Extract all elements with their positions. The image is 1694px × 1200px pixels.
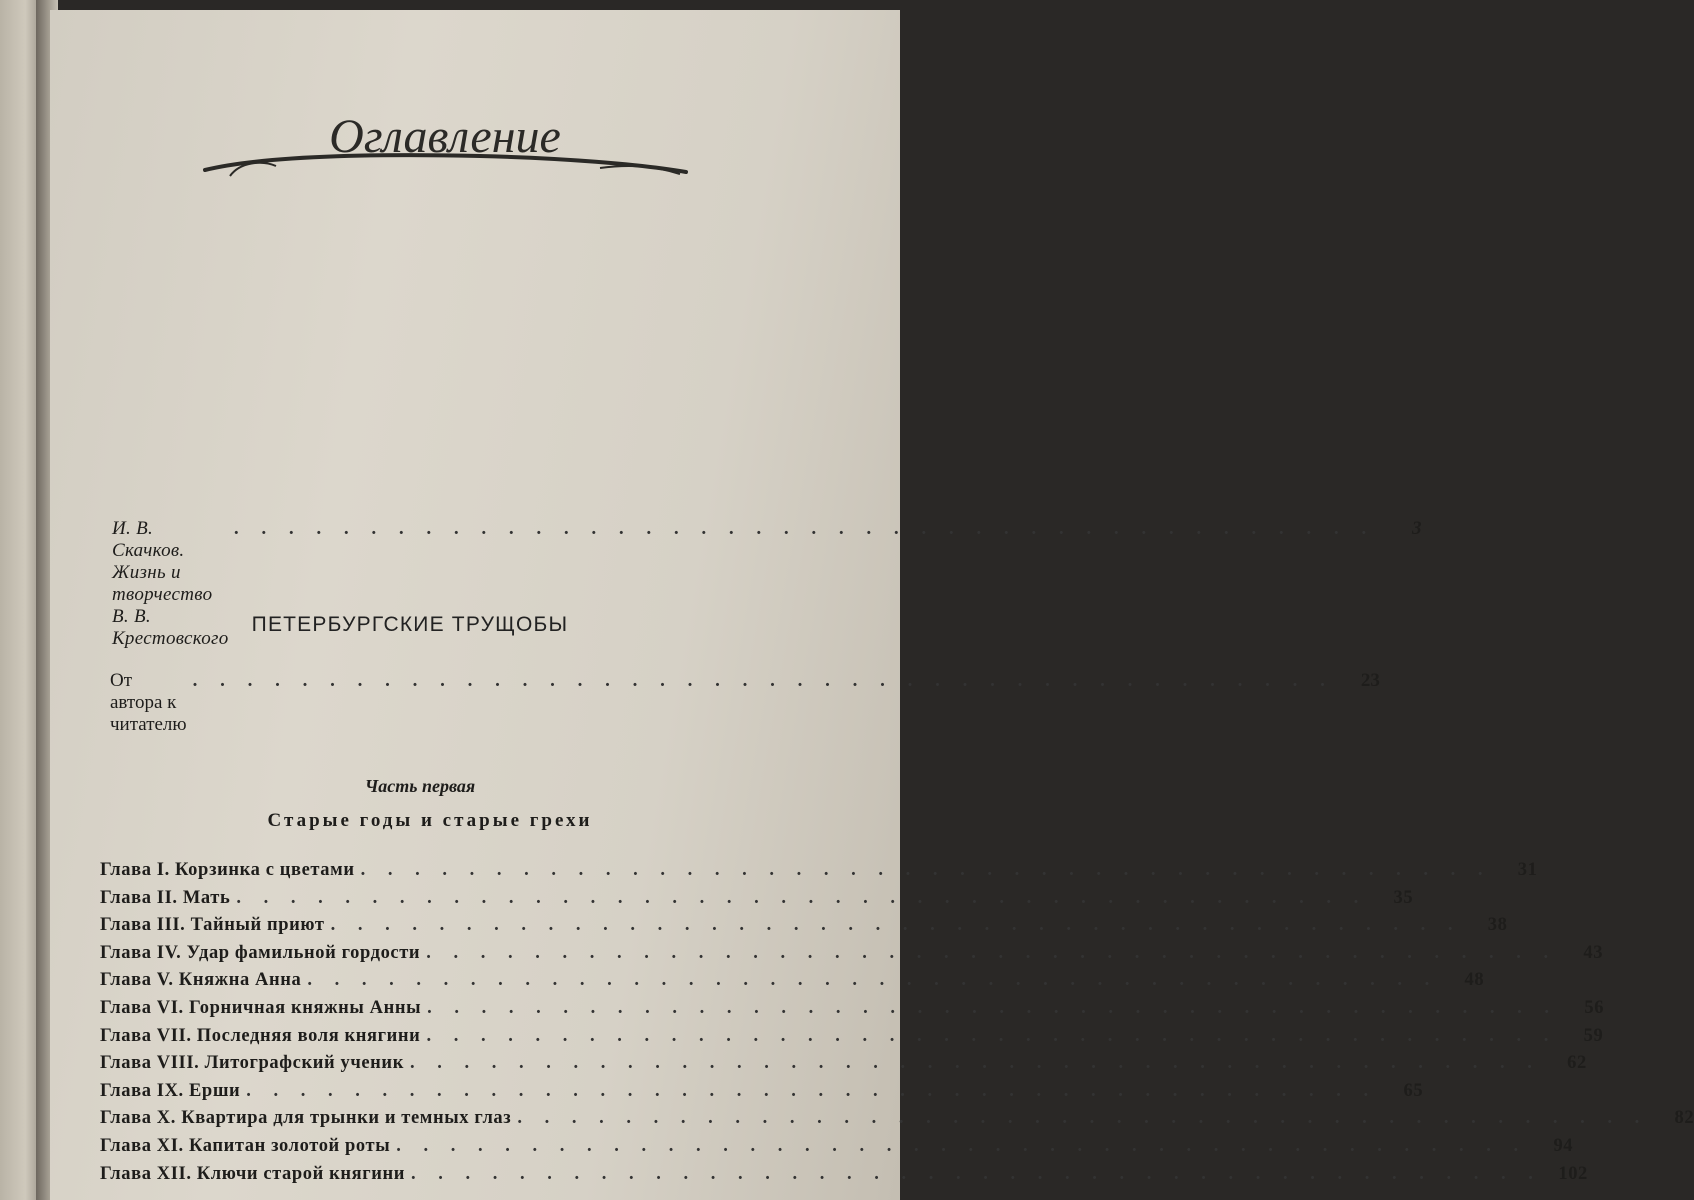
- toc-entry-label: Глава V. Княжна Анна: [100, 970, 302, 991]
- toc-entry-chapter: [100, 1108, 1694, 1136]
- toc-entry-page: 62: [1567, 1053, 1587, 1074]
- toc-entry-label: Глава XII. Ключи старой княгини: [100, 1163, 406, 1184]
- toc-entry-preface: [110, 670, 1380, 736]
- toc-entry-page: 94: [1553, 1135, 1574, 1156]
- toc-entry-label: Глава VII. Последняя воля княгини: [100, 1025, 421, 1046]
- dot-leader: . . . . . . . . . . . . . . . . . . . . . . . . . . . . . . . . . . . . . . . . . .: [236, 887, 1368, 908]
- dot-leader: . . . . . . . . . . . . . . . . . . . . . . . . . . . . . . . . . . . . . . . . . .: [409, 1053, 1541, 1074]
- toc-entry-label: Глава XI. Капитан золотой роты: [100, 1135, 391, 1156]
- toc-entry-page: 48: [1464, 970, 1485, 991]
- dot-leader: . . . . . . . . . . . . . . . . . . . . . . . . . . . . . . . . . . . . . . . . . .: [411, 1163, 1542, 1184]
- dot-leader: . . . . . . . . . . . . . . . . . . . . . . . . . . . . . . . . . . . . . . . . . .: [360, 860, 1492, 880]
- book-page: [50, 10, 1694, 1200]
- toc-entry-label: Глава I. Корзинка с цветами: [100, 860, 355, 880]
- dot-leader: . . . . . . . . . . . . . . . . . . . . . . . . . . . . . . . . . . . . . . . . . .: [192, 670, 1334, 691]
- toc-heading-logo: [200, 90, 690, 190]
- toc-entry-label: И. В. Скачков. Жизнь и творчество В. В. Крестовского: [112, 518, 229, 649]
- toc-entry-label: Глава X. Квартира для трынки и темных глаз: [100, 1108, 512, 1129]
- toc-entry-chapter: [100, 1135, 1574, 1164]
- toc-entry-chapter: [100, 1053, 1587, 1081]
- toc-entry-page: 23: [1360, 670, 1380, 691]
- toc-entry-chapter: [100, 1025, 1604, 1054]
- toc-entry-page: 38: [1487, 915, 1508, 936]
- dot-leader: . . . . . . . . . . . . . . . . . . . . . . . . . . . . . . . . . . . . . . . . . .: [427, 997, 1559, 1018]
- toc-entry-chapter: [100, 1163, 1588, 1192]
- toc-entry-page: 31: [1517, 860, 1538, 880]
- toc-entry-label: Глава VIII. Литографский ученик: [100, 1053, 404, 1074]
- toc-entry-page: 65: [1403, 1080, 1424, 1101]
- toc-entry-chapter: [100, 970, 1485, 998]
- toc-heading-text: Оглавление: [329, 110, 561, 163]
- part-label: Часть первая: [364, 776, 476, 796]
- part-subtitle: Старые годы и старые грехи: [267, 810, 593, 831]
- toc-entry-chapter: [100, 860, 1538, 888]
- toc-entry-chapter: [100, 1080, 1424, 1109]
- dot-leader: . . . . . . . . . . . . . . . . . . . . . . . . . . . . . . . . . . . . . . . . . .: [517, 1108, 1649, 1129]
- toc-entry-chapter: [100, 997, 1605, 1026]
- dot-leader: . . . . . . . . . . . . . . . . . . . . . . . . . . . . . . . . . . . . . . . . . .: [307, 970, 1439, 991]
- dot-leader: . . . . . . . . . . . . . . . . . . . . . . . . . . . . . . . . . . . . . . . . . .: [330, 915, 1462, 936]
- toc-entry-chapter: [100, 915, 1508, 943]
- dot-leader: . . . . . . . . . . . . . . . . . . . . . . . . . . . . . . . . . . . . . . . . . .: [396, 1135, 1528, 1156]
- section-title: ПЕТЕРБУРГСКИЕ ТРУЩОБЫ: [251, 613, 569, 636]
- toc-entry-label: От автора к читателю: [110, 670, 187, 735]
- toc-entry-chapter: [100, 887, 1414, 916]
- dot-leader: . . . . . . . . . . . . . . . . . . . . . . . . . . . . . . . . . . . . . . . . . .: [426, 942, 1558, 963]
- dot-leader: . . . . . . . . . . . . . . . . . . . . . . . . . . . . . . . . . . . . . . . . . .: [426, 1025, 1558, 1046]
- toc-entry-page: 56: [1584, 997, 1605, 1018]
- toc-entry-label: Глава IX. Ерши: [100, 1080, 241, 1101]
- toc-entry-page: 35: [1393, 887, 1414, 908]
- toc-entry-page: 82: [1674, 1108, 1694, 1129]
- toc-entry-page: 3: [1412, 518, 1422, 539]
- dot-leader: . . . . . . . . . . . . . . . . . . . . . . . . . . . . . . . . . . . . . . . . . .: [246, 1080, 1378, 1101]
- toc-entry-page: 102: [1558, 1163, 1588, 1184]
- toc-entry-label: Глава II. Мать: [100, 887, 231, 908]
- toc-entry-page: 59: [1583, 1025, 1604, 1046]
- dot-leader: . . . . . . . . . . . . . . . . . . . . . . . . . . . . . . . . . . . . . . . . . .: [234, 518, 1376, 539]
- toc-entry-chapter: [100, 942, 1604, 971]
- toc-entry-label: Глава VI. Горничная княжны Анны: [100, 997, 422, 1018]
- chapter-list: [100, 860, 1694, 1191]
- toc-entry-page: 43: [1583, 942, 1604, 963]
- toc-entry-label: Глава III. Тайный приют: [100, 915, 325, 936]
- toc-entry-label: Глава IV. Удар фамильной гордости: [100, 942, 421, 963]
